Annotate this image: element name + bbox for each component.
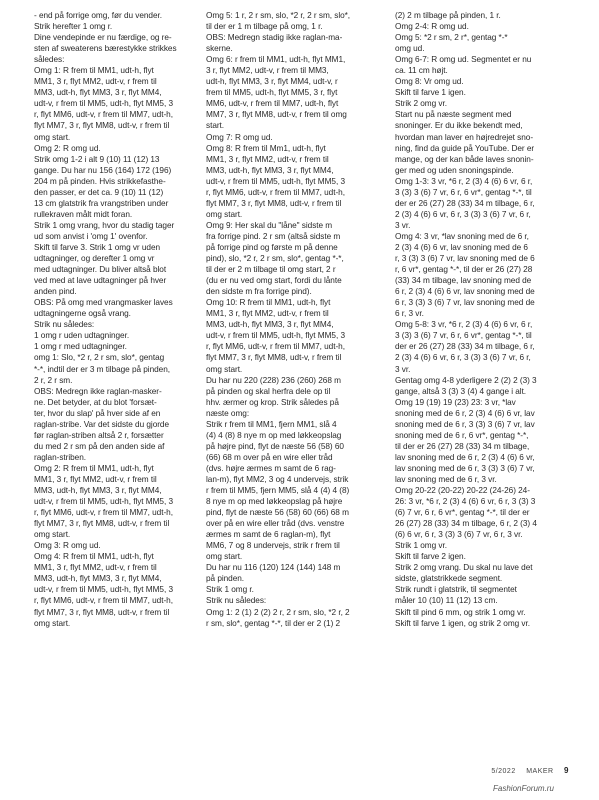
text-line: Omg 7: R omg ud. <box>206 132 273 142</box>
text-line: 2 (3) 4 (6) 6 vr, 6 r, 3 (3) 3 (6) 7 vr, 6 r, <box>395 209 531 219</box>
text-line: 3 (3) 3 (6) 7 vr, 6 r, 6 vr*, gentag *-*, til <box>395 331 532 341</box>
text-line: r sm, slo*, gentag *-*, til der er 2 (1) 2 <box>206 618 341 628</box>
text-line: udt-v, r frem til MM5, udt-h, flyt MM5, 3 <box>34 497 173 507</box>
text-line: 26 (27) 28 (33) 34 m tilbage, 6 r, 2 (3) 4 <box>395 519 537 529</box>
text-line: MM1, 3 r, flyt MM2, udt-v, r frem til <box>34 77 157 87</box>
text-line: Omg 8: R frem til Mm1, udt-h, flyt <box>206 143 326 153</box>
text-line: til der er 2 m tilbage til omg start, 2 r <box>206 265 336 275</box>
text-line: Omg 9: Her skal du "låne" sidste m <box>206 220 333 230</box>
text-line: ud som anvist i 'omg 1' ovenfor. <box>34 231 148 241</box>
text-line: der er 26 (27) 28 (33) 34 m tilbage, 6 r, <box>395 342 535 352</box>
text-line: MM3, udt-h, flyt MM3, 3 r, flyt MM4, <box>34 574 162 584</box>
text-line: MM6, 7 og 8 undervejs, strik r frem til <box>206 541 340 551</box>
text-line: r, flyt MM6, udt-v, r frem til MM7, udt-h, <box>34 508 173 518</box>
text-line: sten af sweaterens bærestykke strikkes <box>34 44 177 54</box>
text-line: Start nu på næste segment med <box>395 110 512 120</box>
text-line: Omg 1-3: 3 vr, *6 r, 2 (3) 4 (6) 6 vr, 6 r, <box>395 176 533 186</box>
text-line: udtagninger, og derefter 1 omg vr <box>34 254 155 264</box>
text-line: således: <box>34 55 65 65</box>
text-line: til der er 26 (27) 28 (33) 34 m tilbage, <box>395 441 530 451</box>
text-column-3 <box>395 10 575 629</box>
text-line: Strik omg 1-2 i alt 9 (10) 11 (12) 13 <box>34 154 160 164</box>
text-line: r, flyt MM6, udt-v, r frem til MM7, udt-h, <box>34 110 173 120</box>
text-line: flyt MM7, 3 r, flyt MM8, udt-v, r frem til <box>34 519 170 529</box>
issue-label: 5/2022 <box>491 768 516 775</box>
text-line: snoning med de 6 r, 3 (3) 3 (6) 7 vr, lav <box>395 419 535 429</box>
text-line: på højre pind, flyt de næste 56 (58) 60 <box>206 441 344 451</box>
text-line: mange, og der kan både laves snonin- <box>395 154 534 164</box>
text-line: omg start. <box>34 530 71 540</box>
text-line: Omg 4: 3 vr, *lav snoning med de 6 r, <box>395 231 529 241</box>
text-line: ter, hvor du slap' på hver side af en <box>34 408 161 418</box>
text-line: omg 1: Slo, *2 r, 2 r sm, slo*, gentag <box>34 353 165 363</box>
text-line: udt-v, r frem til MM5, udt-h, flyt MM5, 3 <box>206 176 345 186</box>
text-line: gange, altså 3 (3) 3 (4) 4 gange i alt. <box>395 386 527 396</box>
text-line: Strik 1 omg vr. <box>395 541 447 551</box>
text-line: OBS: På omg med vrangmasker laves <box>34 298 173 308</box>
text-line: sidste, glatstrikkede segment. <box>395 574 503 584</box>
text-line: Skift til farve 1 igen, og strik 2 omg vr. <box>395 618 530 628</box>
text-line: 2 (3) 4 (6) 6 vr, 6 r, 3 (3) 3 (6) 7 vr, 6 r, <box>395 353 531 363</box>
text-line: omg start. <box>206 209 243 219</box>
text-line: næste omg: <box>206 408 250 418</box>
text-line: Omg 6: r frem til MM1, udt-h, flyt MM1, <box>206 55 346 65</box>
text-line: r frem til MM5, fjern MM5, slå 4 (4) 4 (8) <box>206 486 350 496</box>
text-line: Strik r frem til MM1, fjern MM1, slå 4 <box>206 419 337 429</box>
text-line: snoning med de 6 r, 2 (3) 4 (6) 6 vr, lav <box>395 408 535 418</box>
text-line: r, flyt MM6, udt-v, r frem til MM7, udt-h, <box>34 596 173 606</box>
text-line: ne. Det betyder, at du blot 'forsæt- <box>34 397 157 407</box>
text-line: *-*, indtil der er 3 m tilbage på pinden, <box>34 364 170 374</box>
text-column-2 <box>206 10 386 629</box>
text-line: raglan-stribe. Var det sidste du gjorde <box>34 419 170 429</box>
watermark: FashionForum.ru <box>493 784 554 793</box>
text-line: MM1, 3 r, flyt MM2, udt-v, r frem til <box>206 154 329 164</box>
text-line: Omg 1: R frem til MM1, udt-h, flyt <box>34 66 154 76</box>
text-line: 2 r, 2 r sm. <box>34 375 73 385</box>
text-line: (33) 34 m tilbage, lav snoning med de <box>395 276 532 286</box>
text-line: MM1, 3 r, flyt MM2, udt-v, r frem til <box>206 309 329 319</box>
text-line: frem til MM5, udt-h, flyt MM5, 3 r, flyt <box>206 88 338 98</box>
text-line: Strik herefter 1 omg r. <box>34 22 113 32</box>
text-line: MM3, udt-h, flyt MM3, 3 r, flyt MM4, <box>34 88 162 98</box>
text-line: MM3, udt-h, flyt MM3, 3 r, flyt MM4, <box>206 320 334 330</box>
text-line: omg start. <box>206 552 243 562</box>
text-line: Omg 2: R omg ud. <box>34 143 101 153</box>
text-line: r, 3 (3) 3 (6) 7 vr, lav snoning med de 6 <box>395 254 535 264</box>
text-line: før raglan-striben altså 2 r, forsætter <box>34 430 164 440</box>
text-line: MM1, 3 r, flyt MM2, udt-v, r frem til <box>34 563 157 573</box>
text-line: ved med at lave udtagninger på hver <box>34 276 167 286</box>
text-line: omg ud. <box>395 44 425 54</box>
text-line: omg start. <box>34 618 71 628</box>
text-line: Omg 6-7: R omg ud. Segmentet er nu <box>395 55 532 65</box>
text-line: lan-m), flyt MM2, 3 og 4 undervejs, strik <box>206 474 349 484</box>
text-line: Omg 2: R frem til MM1, udt-h, flyt <box>34 463 154 473</box>
text-line: Skift til farve 2 igen. <box>395 552 466 562</box>
text-line: 6 r, 3 (3) 3 (6) 7 vr, lav snoning med de <box>395 298 535 308</box>
text-line: Omg 19 (19) 19 (23) 23: 3 vr, *lav <box>395 397 516 407</box>
text-line: gange. Du har nu 156 (164) 172 (196) <box>34 165 172 175</box>
text-line: 204 m på pinden. Hvis strikkefasthe- <box>34 176 166 186</box>
text-line: Omg 8: Vr omg ud. <box>395 77 464 87</box>
text-line: ger med og uden snoningspinde. <box>395 165 514 175</box>
text-line: 6 r, 2 (3) 4 (6) 6 vr, lav snoning med de <box>395 287 535 297</box>
text-line: (66) 68 m over på en wire eller tråd <box>206 452 333 462</box>
text-line: til der er 1 m tilbage på omg, 1 r. <box>206 22 323 32</box>
text-line: OBS: Medregn stadig ikke raglan-ma- <box>206 33 343 43</box>
text-line: (dvs. højre ærmes m samt de 6 rag- <box>206 463 336 473</box>
text-line: hhv. ærmer og krop. Strik således på <box>206 397 339 407</box>
text-line: 1 omg r uden udtagninger. <box>34 331 130 341</box>
text-line: 2 (3) 4 (6) 6 vr, lav snoning med de 6 <box>395 242 528 252</box>
text-line: 13 cm glatstrik fra vrangstriben under <box>34 198 169 208</box>
text-line: Strik nu således: <box>34 320 95 330</box>
text-column-1 <box>34 10 199 629</box>
text-line: Omg 10: R frem til MM1, udt-h, flyt <box>206 298 331 308</box>
text-line: flyt MM7, 3 r, flyt MM8, udt-v, r frem til <box>34 607 170 617</box>
text-line: lav snoning med de 6 r, 3 vr. <box>395 474 497 484</box>
text-line: 6 r, 3 vr. <box>395 309 424 319</box>
text-line: 8 nye m op med løkkeopslag på højre <box>206 497 343 507</box>
text-line: r, flyt MM6, udt-v, r frem til MM7, udt-h, <box>206 342 345 352</box>
page-number: 9 <box>564 766 569 775</box>
text-line: Strik rundt i glatstrik, til segmentet <box>395 585 517 595</box>
text-line: Skift til farve 1 igen. <box>395 88 466 98</box>
text-line: MM3, udt-h, flyt MM3, 3 r, flyt MM4, <box>34 486 162 496</box>
text-line: der er 26 (27) 28 (33) 34 m tilbage, 6 r, <box>395 198 535 208</box>
text-line: over på en wire eller tråd (dvs. venstre <box>206 519 345 529</box>
text-line: på pinden og skal herfra dele op til <box>206 386 331 396</box>
text-line: Skift til farve 3. Strik 1 omg vr uden <box>34 242 161 252</box>
text-line: MM1, 3 r, flyt MM2, udt-v, r frem til <box>34 474 157 484</box>
text-line: måler 10 (10) 11 (12) 13 cm. <box>395 596 498 606</box>
text-line: Strik 1 omg vrang, hvor du stadig tager <box>34 220 175 230</box>
text-line: anden pind. <box>34 287 77 297</box>
text-line: start. <box>206 121 225 131</box>
text-line: Omg 5: 1 r, 2 r sm, slo, *2 r, 2 r sm, slo*, <box>206 11 351 20</box>
text-line: MM3, udt-h, flyt MM3, 3 r, flyt MM4, <box>206 165 334 175</box>
text-line: flyt MM7, 3 r, flyt MM8, udt-v, r frem til <box>206 353 342 363</box>
text-line: udt-h, flyt MM3, 3 r, flyt MM4, udt-v, r <box>206 77 338 87</box>
text-line: (6) 7 vr, 6 r, 6 vr*, gentag *-*, til der er <box>395 508 530 518</box>
text-line: skerne. <box>206 44 233 54</box>
text-line: Skift til pind 6 mm, og strik 1 omg vr. <box>395 607 526 617</box>
text-line: omg start. <box>34 132 71 142</box>
text-line: Omg 5-8: 3 vr, *6 r, 2 (3) 4 (6) 6 vr, 6 r, <box>395 320 533 330</box>
text-line: ca. 11 cm højt. <box>395 66 448 76</box>
text-line: flyt MM7, 3 r, flyt MM8, udt-v, r frem til <box>34 121 170 131</box>
text-line: ning, find da guide på YouTube. Der er <box>395 143 535 153</box>
text-line: (6) 6 vr, 6 r, 3 (3) 3 (6) 7 vr, 6 r, 3 vr. <box>395 530 523 540</box>
text-line: Strik 1 omg r. <box>206 585 254 595</box>
text-line: flyt MM7, 3 r, flyt MM8, udt-v, r frem til <box>206 198 342 208</box>
text-line: snoninger. Er du ikke bekendt med, <box>395 121 523 131</box>
text-line: 3 r, flyt MM2, udt-v, r frem til MM3, <box>206 66 329 76</box>
text-line: Dine vendepinde er nu færdige, og re- <box>34 33 172 43</box>
text-line: lav snoning med de 6 r, 3 (3) 3 (6) 7 vr, <box>395 463 535 473</box>
text-line: udtagningerne også vrang. <box>34 309 131 319</box>
text-line: (2) 2 m tilbage på pinden, 1 r. <box>395 11 501 20</box>
text-line: på pinden. <box>206 574 245 584</box>
text-line: Omg 5: *2 r sm, 2 r*, gentag *-* <box>395 33 508 43</box>
text-line: hvordan man laver en højredrejet sno- <box>395 132 534 142</box>
magazine-name: MAKER <box>526 768 554 775</box>
text-line: fra forrige pind. 2 r sm (altså sidste m <box>206 231 341 241</box>
text-line: Strik 2 omg vrang. Du skal nu lave det <box>395 563 533 573</box>
text-line: Strik nu således: <box>206 596 267 606</box>
text-line: Omg 2-4: R omg ud. <box>395 22 469 32</box>
text-line: Omg 4: R frem til MM1, udt-h, flyt <box>34 552 154 562</box>
text-line: - end på forrige omg, før du vender. <box>34 11 162 20</box>
text-line: 1 omg r med udtagninger. <box>34 342 127 352</box>
text-line: med udtagninger. Du bliver altså blot <box>34 265 167 275</box>
text-line: på forrige pind og første m på denne <box>206 242 338 252</box>
text-line: Omg 20-22 (20-22) 20-22 (24-26) 24- <box>395 486 530 496</box>
text-line: Strik 2 omg vr. <box>395 99 447 109</box>
text-line: Omg 3: R omg ud. <box>34 541 101 551</box>
text-line: udt-v, r frem til MM5, udt-h, flyt MM5, 3 <box>206 331 345 341</box>
text-line: den passer, er det ca. 9 (10) 11 (12) <box>34 187 164 197</box>
text-line: ærmes m samt de 6 raglan-m), flyt <box>206 530 331 540</box>
text-line: 3 vr. <box>395 220 411 230</box>
text-line: (4) 4 (8) 8 nye m op med løkkeopslag <box>206 430 342 440</box>
text-line: udt-v, r frem til MM5, udt-h, flyt MM5, 3 <box>34 99 173 109</box>
text-line: Omg 1: 2 (1) 2 (2) 2 r, 2 r sm, slo, *2 r, 2 <box>206 607 350 617</box>
text-line: MM7, 3 r, flyt MM8, udt-v, r frem til omg <box>206 110 347 120</box>
text-line: udt-v, r frem til MM5, udt-h, flyt MM5, 3 <box>34 585 173 595</box>
page-footer <box>483 766 569 775</box>
text-line: omg start. <box>206 364 243 374</box>
text-line: Du har nu 220 (228) 236 (260) 268 m <box>206 375 341 385</box>
text-line: 3 vr. <box>395 364 411 374</box>
text-line: pind), slo, *2 r, 2 r sm, slo*, gentag *-*, <box>206 254 344 264</box>
text-line: snoning med de 6 r, 6 vr*, gentag *-*, <box>395 430 529 440</box>
text-line: du med 2 r sm på den anden side af <box>34 441 165 451</box>
text-line: OBS: Medregn ikke raglan-masker- <box>34 386 162 396</box>
text-line: rullekraven målt midt foran. <box>34 209 133 219</box>
text-line: r, flyt MM6, udt-v, r frem til MM7, udt-h, <box>206 187 345 197</box>
text-line: 3 (3) 3 (6) 7 vr, 6 r, 6 vr*, gentag *-*, til <box>395 187 532 197</box>
text-line: MM6, udt-v, r frem til MM7, udt-h, flyt <box>206 99 339 109</box>
text-line: pind, flyt de næste 56 (58) 60 (66) 68 m <box>206 508 349 518</box>
text-line: Du har nu 116 (120) 124 (144) 148 m <box>206 563 341 573</box>
text-line: Gentag omg 4-8 yderligere 2 (2) 2 (3) 3 <box>395 375 537 385</box>
text-line: raglan-striben. <box>34 452 86 462</box>
text-line: (du er nu ved omg start, fordi du lånte <box>206 276 342 286</box>
text-line: r, 6 vr*, gentag *-*, til der er 26 (27) 28 <box>395 265 533 275</box>
text-line: 26: 3 vr, *6 r, 2 (3) 4 (6) 6 vr, 6 r, 3 (3) 3 <box>395 497 536 507</box>
text-line: lav snoning med de 6 r, 2 (3) 4 (6) 6 vr, <box>395 452 535 462</box>
text-line: den sidste m fra forrige pind). <box>206 287 312 297</box>
